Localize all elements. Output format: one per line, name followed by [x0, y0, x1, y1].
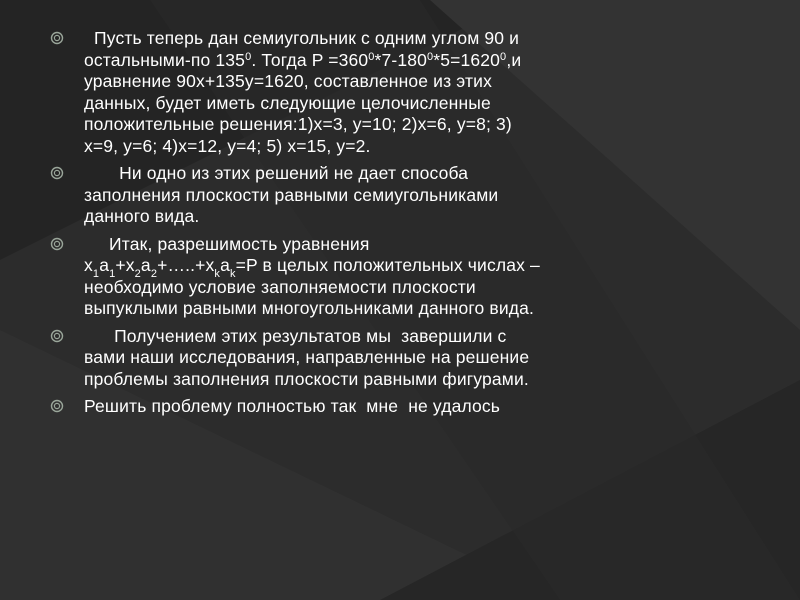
bullet-line	[84, 50, 690, 72]
text-run: выпуклыми равными многоугольниками данного вида.	[84, 298, 535, 318]
bullet-item	[50, 28, 690, 157]
text-run: +…..+x	[157, 255, 215, 275]
circle-bullet-icon	[50, 399, 64, 413]
bullet-item	[50, 234, 690, 320]
text-run: данного вида.	[84, 206, 200, 226]
bullet-text	[84, 234, 690, 320]
text-run: проблемы заполнения плоскости равными фигурами.	[84, 368, 529, 389]
text-run: Ни одно из этих решений не дает способа	[84, 163, 469, 183]
text-run: +x	[115, 255, 135, 275]
text-run: уравнение 90x+135y=1620, составленное из этих	[84, 71, 492, 91]
text-run: положительные решения:1)x=3, y=10; 2)x=6, y=8; 3)	[84, 114, 512, 134]
subscript: 2	[150, 268, 158, 280]
bullet-item	[50, 326, 690, 391]
subscript: 2	[134, 268, 141, 280]
bullet-line	[84, 234, 690, 256]
text-run: заполнения плоскости равными семиугольниками	[84, 184, 499, 205]
text-run: x=9, y=6; 4)x=12, y=4; 5) x=15, y=2.	[84, 135, 371, 156]
subscript: 1	[109, 268, 116, 280]
bullet-line	[84, 114, 690, 136]
bullet-text	[84, 396, 690, 418]
bullet-line	[84, 277, 690, 299]
superscript: 0	[368, 50, 375, 63]
superscript: 0	[427, 50, 434, 63]
bullet-list	[50, 28, 690, 424]
text-run: x	[84, 255, 93, 275]
bullet-line	[84, 298, 690, 320]
text-run: Итак, разрешимость уравнения	[84, 233, 370, 254]
text-run: *7-180	[374, 49, 428, 70]
text-run: Решить проблему полностью так мне не удалось	[84, 396, 501, 416]
text-run: . Тогда P =360	[251, 49, 369, 70]
bullet-line	[84, 93, 690, 115]
superscript: 0	[245, 50, 252, 63]
circle-bullet-icon	[50, 166, 64, 180]
text-run: ,и	[506, 49, 522, 70]
subscript: 1	[92, 268, 100, 280]
bullet-item	[50, 396, 690, 418]
circle-bullet-icon	[50, 31, 64, 45]
text-run: Получением этих результатов мы завершили с	[84, 325, 507, 346]
bullet-text	[84, 326, 690, 391]
text-run: Пусть теперь дан семиугольник с одним углом 90 и	[84, 28, 520, 48]
bullet-line	[84, 347, 690, 369]
bullet-line	[84, 185, 690, 207]
text-run: =P в целых положительных числах –	[235, 255, 540, 275]
circle-bullet-icon	[50, 237, 64, 251]
bullet-line	[84, 326, 690, 348]
text-run: необходимо условие заполняемости плоскости	[84, 276, 476, 297]
text-run: a	[140, 255, 151, 275]
bullet-line	[84, 206, 690, 228]
text-run: a	[99, 255, 110, 275]
text-run: вами наши исследования, направленные на решение	[84, 347, 530, 367]
text-run: остальными-по 135	[84, 49, 246, 70]
subscript: k	[214, 268, 221, 280]
bullet-text	[84, 28, 690, 157]
text-run: данных, будет иметь следующие целочисленные	[84, 92, 491, 113]
bullet-line	[84, 369, 690, 391]
bullet-line	[84, 71, 690, 93]
bullet-line	[84, 255, 690, 280]
circle-bullet-icon	[50, 329, 64, 343]
bullet-line	[84, 28, 690, 50]
bullet-text	[84, 163, 690, 228]
bullet-line	[84, 136, 690, 158]
bullet-line	[84, 396, 690, 418]
subscript: k	[229, 268, 236, 280]
superscript: 0	[500, 50, 507, 63]
bullet-item	[50, 163, 690, 228]
text-run: *5=1620	[433, 49, 501, 70]
text-run: a	[220, 255, 230, 275]
bullet-line	[84, 163, 690, 185]
